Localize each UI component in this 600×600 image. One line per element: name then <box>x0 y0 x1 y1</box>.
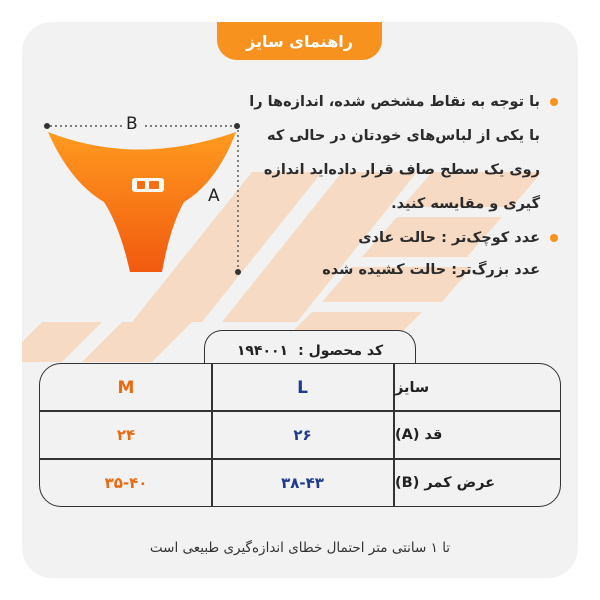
row-value-m: ۳۵-۴۰ <box>104 473 148 492</box>
size-table <box>39 363 561 507</box>
row-value-l: ۳۸-۴۳ <box>281 473 324 492</box>
header-size-m: M <box>117 377 135 398</box>
instruction-note: عدد بزرگ‌تر: حالت کشیده شده <box>322 262 540 278</box>
brand-logo-icon <box>132 178 164 192</box>
table-row <box>40 459 560 506</box>
instructions <box>243 85 558 285</box>
bullet-dot-icon <box>550 234 558 242</box>
instruction-item: عدد کوچک‌تر : حالت عادی <box>243 221 558 255</box>
height-label: A <box>208 186 220 206</box>
header-size-label: سایز <box>395 379 430 396</box>
row-label: عرض کمر (B) <box>395 474 496 491</box>
row-value-m: ۲۴ <box>116 425 136 444</box>
size-guide-card <box>22 22 578 578</box>
row-label: قد (A) <box>395 426 443 443</box>
bullet-dot-icon <box>550 98 558 106</box>
header-size-l: L <box>297 377 308 398</box>
row-value-l: ۲۶ <box>293 425 312 444</box>
table-row <box>40 411 560 458</box>
product-code-label: کد محصول : <box>298 343 384 359</box>
footnote: تا ۱ سانتی متر احتمال خطای اندازه‌گیری طبیعی است <box>149 540 451 556</box>
product-code-value: ۱۹۴۰۰۱ <box>236 343 289 359</box>
page-title: راهنمای سایز <box>217 22 382 60</box>
width-label: B <box>122 114 142 134</box>
instruction-item: با توجه به نقاط مشخص شده، اندازه‌ها را با یکی از لباس‌های خودتان در حالی که روی یک سطح صاف قرار داده‌اید اندازه گیری و مقایسه کنید. <box>243 85 558 221</box>
table-header-row <box>40 364 560 411</box>
